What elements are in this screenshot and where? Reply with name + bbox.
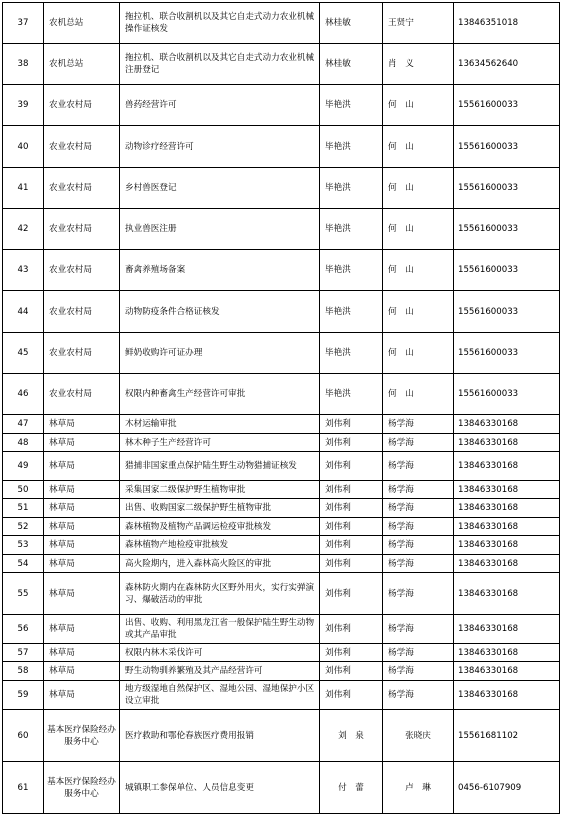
- row-number: 58: [3, 662, 44, 681]
- contact-person-cell: 何 山: [383, 374, 454, 415]
- phone-cell: 13846330168: [454, 662, 560, 681]
- responsible-person-cell: 付 蕾: [320, 762, 383, 814]
- table-row: [3, 536, 560, 555]
- responsible-person-cell: 刘伟利: [320, 644, 383, 662]
- table-row: [3, 3, 560, 44]
- table-row: [3, 573, 560, 615]
- row-number: 48: [3, 434, 44, 452]
- row-number: 37: [3, 3, 44, 44]
- service-item-cell: 医疗救助和鄂伦春族医疗费用报销: [120, 710, 320, 762]
- phone-cell: 13634562640: [454, 44, 560, 85]
- row-number: 50: [3, 481, 44, 499]
- responsible-person-cell: 刘伟利: [320, 662, 383, 681]
- department-cell: 林草局: [44, 644, 120, 662]
- phone-cell: 13846330168: [454, 481, 560, 499]
- table-row: [3, 662, 560, 681]
- service-item-cell: 高火险期内，进入森林高火险区的审批: [120, 555, 320, 573]
- contact-person-cell: 何 山: [383, 333, 454, 374]
- row-number: 42: [3, 209, 44, 250]
- service-item-cell: 拖拉机、联合收割机以及其它自走式动力农业机械注册登记: [120, 44, 320, 85]
- table-row: [3, 481, 560, 499]
- row-number: 56: [3, 615, 44, 644]
- service-item-cell: 采集国家二级保护野生植物审批: [120, 481, 320, 499]
- service-item-cell: 木材运输审批: [120, 415, 320, 434]
- contact-person-cell: 杨学海: [383, 615, 454, 644]
- service-item-cell: 地方级湿地自然保护区、湿地公园、湿地保护小区设立审批: [120, 681, 320, 710]
- responsible-person-cell: 刘伟利: [320, 434, 383, 452]
- table-row: [3, 434, 560, 452]
- department-cell: 林草局: [44, 615, 120, 644]
- service-item-cell: 动物诊疗经营许可: [120, 126, 320, 168]
- phone-cell: 13846330168: [454, 452, 560, 481]
- row-number: 60: [3, 710, 44, 762]
- contact-person-cell: 杨学海: [383, 499, 454, 518]
- row-number: 47: [3, 415, 44, 434]
- department-cell: 农业农村局: [44, 250, 120, 291]
- service-item-cell: 森林植物及植物产品调运检疫审批核发: [120, 518, 320, 536]
- phone-cell: 13846330168: [454, 573, 560, 615]
- service-items-table: [2, 2, 560, 814]
- row-number: 61: [3, 762, 44, 814]
- row-number: 52: [3, 518, 44, 536]
- contact-person-cell: 杨学海: [383, 681, 454, 710]
- row-number: 41: [3, 168, 44, 209]
- row-number: 44: [3, 291, 44, 333]
- department-cell: 林草局: [44, 481, 120, 499]
- contact-person-cell: 杨学海: [383, 415, 454, 434]
- phone-cell: 13846330168: [454, 681, 560, 710]
- contact-person-cell: 杨学海: [383, 518, 454, 536]
- service-item-cell: 森林植物产地检疫审批核发: [120, 536, 320, 555]
- responsible-person-cell: 刘伟利: [320, 499, 383, 518]
- service-item-cell: 林木种子生产经营许可: [120, 434, 320, 452]
- table-row: [3, 85, 560, 126]
- row-number: 43: [3, 250, 44, 291]
- phone-cell: 13846330168: [454, 536, 560, 555]
- responsible-person-cell: 刘伟利: [320, 452, 383, 481]
- contact-person-cell: 肖 义: [383, 44, 454, 85]
- responsible-person-cell: 刘伟利: [320, 536, 383, 555]
- phone-cell: 13846330168: [454, 499, 560, 518]
- department-cell: 林草局: [44, 573, 120, 615]
- service-item-cell: 拖拉机、联合收割机以及其它自走式动力农业机械操作证核发: [120, 3, 320, 44]
- responsible-person-cell: 毕艳洪: [320, 250, 383, 291]
- service-item-cell: 出售、收购国家二级保护野生植物审批: [120, 499, 320, 518]
- department-cell: 农业农村局: [44, 291, 120, 333]
- responsible-person-cell: 毕艳洪: [320, 85, 383, 126]
- service-item-cell: 兽药经营许可: [120, 85, 320, 126]
- department-cell: 林草局: [44, 499, 120, 518]
- table-row: [3, 209, 560, 250]
- department-cell: 农业农村局: [44, 209, 120, 250]
- responsible-person-cell: 毕艳洪: [320, 168, 383, 209]
- responsible-person-cell: 刘伟利: [320, 518, 383, 536]
- table-row: [3, 250, 560, 291]
- service-item-cell: 动物防疫条件合格证核发: [120, 291, 320, 333]
- phone-cell: 13846330168: [454, 518, 560, 536]
- phone-cell: 13846330168: [454, 615, 560, 644]
- department-cell: 农机总站: [44, 44, 120, 85]
- service-item-cell: 城镇职工参保单位、人员信息变更: [120, 762, 320, 814]
- department-cell: 基本医疗保险经办服务中心: [44, 710, 120, 762]
- department-cell: 林草局: [44, 452, 120, 481]
- contact-person-cell: 何 山: [383, 85, 454, 126]
- service-item-cell: 执业兽医注册: [120, 209, 320, 250]
- service-item-cell: 权限内种畜禽生产经营许可审批: [120, 374, 320, 415]
- table-row: [3, 499, 560, 518]
- contact-person-cell: 何 山: [383, 126, 454, 168]
- table-row: [3, 644, 560, 662]
- responsible-person-cell: 林桂敏: [320, 44, 383, 85]
- phone-cell: 13846330168: [454, 415, 560, 434]
- row-number: 45: [3, 333, 44, 374]
- department-cell: 农业农村局: [44, 333, 120, 374]
- contact-person-cell: 何 山: [383, 209, 454, 250]
- row-number: 49: [3, 452, 44, 481]
- service-item-cell: 森林防火期内在森林防火区野外用火，实行实弹演习、爆破活动的审批: [120, 573, 320, 615]
- phone-cell: 0456-6107909: [454, 762, 560, 814]
- responsible-person-cell: 刘伟利: [320, 681, 383, 710]
- service-item-cell: 野生动物驯养繁殖及其产品经营许可: [120, 662, 320, 681]
- table-row: [3, 333, 560, 374]
- department-cell: 林草局: [44, 415, 120, 434]
- table-row: [3, 762, 560, 814]
- row-number: 39: [3, 85, 44, 126]
- phone-cell: 13846330168: [454, 555, 560, 573]
- department-cell: 林草局: [44, 536, 120, 555]
- table-row: [3, 555, 560, 573]
- table-row: [3, 452, 560, 481]
- responsible-person-cell: 刘 泉: [320, 710, 383, 762]
- contact-person-cell: 王贤宁: [383, 3, 454, 44]
- contact-person-cell: 杨学海: [383, 481, 454, 499]
- row-number: 46: [3, 374, 44, 415]
- department-cell: 农业农村局: [44, 85, 120, 126]
- responsible-person-cell: 刘伟利: [320, 573, 383, 615]
- service-item-cell: 畜禽养殖场备案: [120, 250, 320, 291]
- contact-person-cell: 何 山: [383, 168, 454, 209]
- phone-cell: 15561600033: [454, 333, 560, 374]
- department-cell: 基本医疗保险经办服务中心: [44, 762, 120, 814]
- department-cell: 农业农村局: [44, 126, 120, 168]
- responsible-person-cell: 刘伟利: [320, 481, 383, 499]
- row-number: 40: [3, 126, 44, 168]
- table-row: [3, 518, 560, 536]
- department-cell: 农业农村局: [44, 374, 120, 415]
- department-cell: 林草局: [44, 434, 120, 452]
- contact-person-cell: 何 山: [383, 291, 454, 333]
- phone-cell: 15561600033: [454, 374, 560, 415]
- row-number: 54: [3, 555, 44, 573]
- table-body: [3, 3, 560, 814]
- table-row: [3, 681, 560, 710]
- phone-cell: 13846330168: [454, 644, 560, 662]
- table-row: [3, 44, 560, 85]
- responsible-person-cell: 毕艳洪: [320, 126, 383, 168]
- responsible-person-cell: 毕艳洪: [320, 291, 383, 333]
- department-cell: 林草局: [44, 518, 120, 536]
- department-cell: 林草局: [44, 662, 120, 681]
- department-cell: 农机总站: [44, 3, 120, 44]
- contact-person-cell: 杨学海: [383, 573, 454, 615]
- row-number: 59: [3, 681, 44, 710]
- responsible-person-cell: 刘伟利: [320, 415, 383, 434]
- contact-person-cell: 张晓庆: [383, 710, 454, 762]
- phone-cell: 13846330168: [454, 434, 560, 452]
- contact-person-cell: 卢 琳: [383, 762, 454, 814]
- responsible-person-cell: 刘伟利: [320, 555, 383, 573]
- phone-cell: 15561600033: [454, 126, 560, 168]
- row-number: 55: [3, 573, 44, 615]
- contact-person-cell: 杨学海: [383, 662, 454, 681]
- phone-cell: 15561681102: [454, 710, 560, 762]
- table-row: [3, 374, 560, 415]
- table-row: [3, 168, 560, 209]
- contact-person-cell: 杨学海: [383, 452, 454, 481]
- contact-person-cell: 杨学海: [383, 536, 454, 555]
- service-item-cell: 乡村兽医登记: [120, 168, 320, 209]
- phone-cell: 15561600033: [454, 291, 560, 333]
- contact-person-cell: 杨学海: [383, 644, 454, 662]
- department-cell: 农业农村局: [44, 168, 120, 209]
- service-item-cell: 出售、收购、利用黑龙江省一般保护陆生野生动物或其产品审批: [120, 615, 320, 644]
- phone-cell: 13846351018: [454, 3, 560, 44]
- responsible-person-cell: 刘伟利: [320, 615, 383, 644]
- table-row: [3, 615, 560, 644]
- service-item-cell: 权限内林木采伐许可: [120, 644, 320, 662]
- contact-person-cell: 杨学海: [383, 434, 454, 452]
- department-cell: 林草局: [44, 681, 120, 710]
- phone-cell: 15561600033: [454, 209, 560, 250]
- contact-person-cell: 何 山: [383, 250, 454, 291]
- service-item-cell: 猎捕非国家重点保护陆生野生动物猎捕证核发: [120, 452, 320, 481]
- department-cell: 林草局: [44, 555, 120, 573]
- phone-cell: 15561600033: [454, 250, 560, 291]
- row-number: 53: [3, 536, 44, 555]
- service-item-cell: 鲜奶收购许可证办理: [120, 333, 320, 374]
- row-number: 57: [3, 644, 44, 662]
- contact-person-cell: 杨学海: [383, 555, 454, 573]
- row-number: 51: [3, 499, 44, 518]
- table-row: [3, 710, 560, 762]
- phone-cell: 15561600033: [454, 85, 560, 126]
- responsible-person-cell: 毕艳洪: [320, 209, 383, 250]
- responsible-person-cell: 毕艳洪: [320, 374, 383, 415]
- table-row: [3, 415, 560, 434]
- table-row: [3, 126, 560, 168]
- responsible-person-cell: 毕艳洪: [320, 333, 383, 374]
- table-row: [3, 291, 560, 333]
- phone-cell: 15561600033: [454, 168, 560, 209]
- responsible-person-cell: 林桂敏: [320, 3, 383, 44]
- row-number: 38: [3, 44, 44, 85]
